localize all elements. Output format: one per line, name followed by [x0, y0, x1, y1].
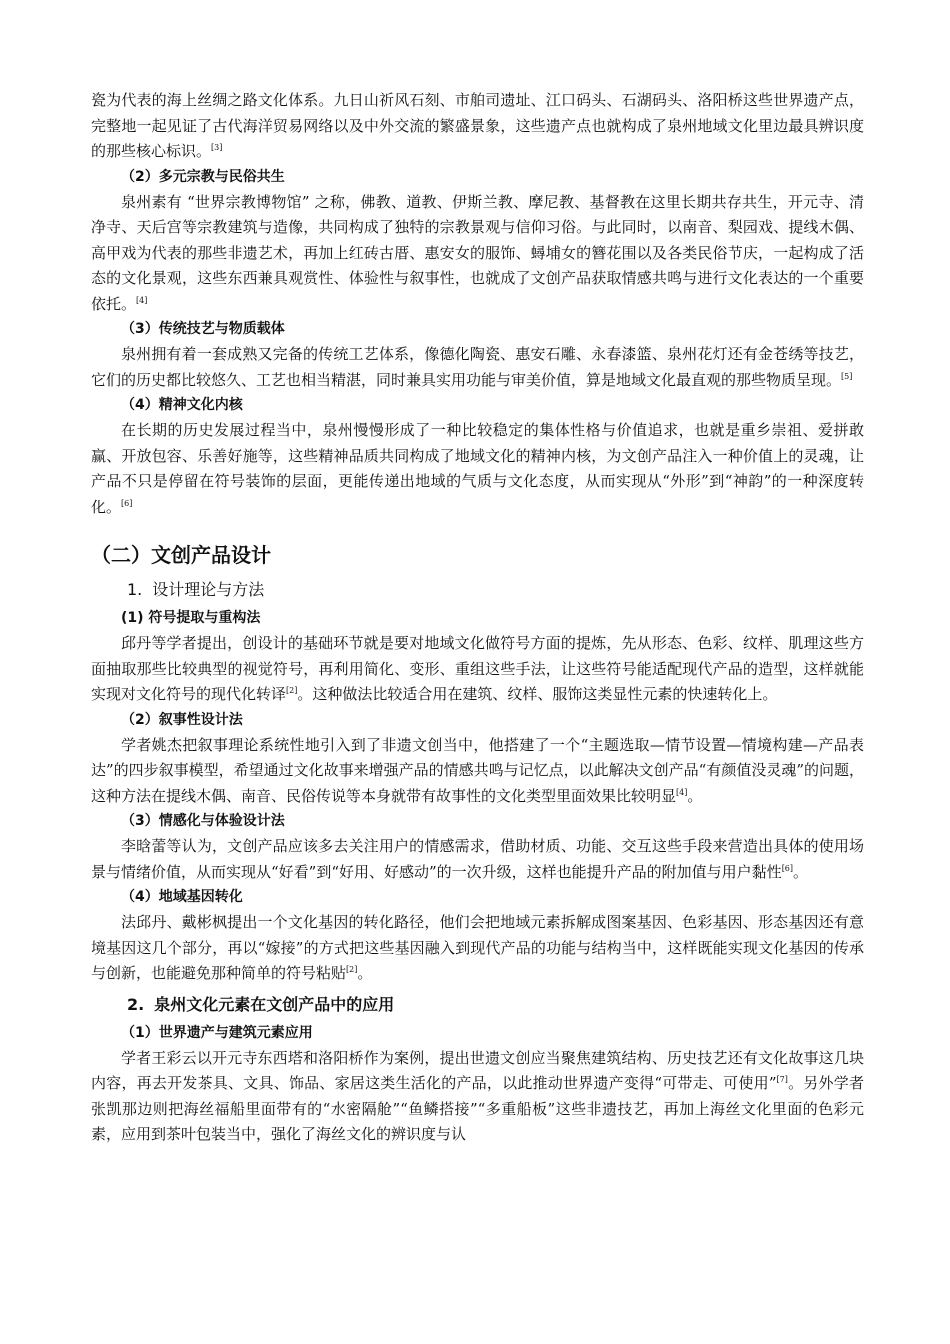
section-title-product-design: （二）文创产品设计	[91, 543, 271, 567]
heading-religion-folk: （2）多元宗教与民俗共生	[121, 168, 285, 185]
heading-regional-gene: （4）地域基因转化	[121, 889, 243, 905]
citation-ref: [2]	[286, 686, 298, 695]
heading-symbol-method: (1) 符号提取与重构法	[121, 610, 261, 626]
subsection-number: 1.	[127, 580, 143, 599]
regional-gene-text-tail: 。	[357, 964, 373, 982]
citation-ref: [3]	[211, 143, 223, 152]
paragraph-narrative-method	[91, 733, 864, 810]
citation-ref: [5]	[841, 371, 853, 381]
heritage-architecture-text-tail: 。另外学者张凯那边则把海丝福船里面带有的“水密隔舱”“鱼鳞搭接”“多重船板”这些非遗技艺，再加上海丝文化里面的色彩元素，应用到茶叶包装当中，强化了海丝文化的辨识度与认	[91, 1074, 864, 1143]
traditional-crafts-text: 泉州拥有着一套成熟又完备的传统工艺体系，像德化陶瓷、惠安石雕、永春漆篮、泉州花灯还有金苍绣等技艺，它们的历史都比较悠久、工艺也相当精湛，同时兼具实用功能与审美价值，算是地域文化最直观的那些物质呈现。	[91, 345, 864, 389]
citation-ref: [6]	[121, 498, 133, 508]
narrative-method-text-tail: 。	[687, 786, 703, 805]
regional-gene-text: 法邱丹、戴彬枫提出一个文化基因的转化路径，他们会把地域元素拆解成图案基因、色彩基因、形态基因还有意境基因这几个部分，再以“嫁接”的方式把这些基因融入到现代产品的功能与结构当中，这样既能实现文化基因的传承与创新，也能避免那种简单的符号粘贴	[91, 913, 864, 982]
citation-ref: [4]	[676, 787, 688, 797]
symbol-method-text-tail: 。这种做法比较适合用在建筑、纹样、服饰这类显性元素的快速转化上。	[297, 685, 778, 703]
paragraph-symbol-method	[91, 631, 864, 708]
paragraph-spiritual-core	[91, 418, 864, 520]
heading-spiritual-core: （4）精神文化内核	[121, 397, 243, 413]
paragraph-traditional-crafts	[91, 342, 864, 393]
emotional-method-text: 李晗蕾等认为，文创产品应该多去关注用户的情感需求，借助材质、功能、交互这些手段来营造出具体的使用场景与情绪价值，从而实现从“好看”到“好用、好感动”的一次升级，这样也能提升产品的附加值与用户黏性	[91, 837, 864, 881]
spiritual-core-text: 在长期的历史发展过程当中，泉州慢慢形成了一种比较稳定的集体性格与价值追求，也就是重乡崇祖、爱拼敢赢、开放包容、乐善好施等，这些精神品质共同构成了地域文化的精神内核，为文创产品注入一种价值上的灵魂，让产品不只是停留在符号装饰的层面，更能传递出地域的气质与文化态度，从而实现从“外形”到“神韵”的一种深度转化。	[91, 421, 864, 516]
heritage-architecture-text: 学者王彩云以开元寺东西塔和洛阳桥作为案例，提出世遗文创应当聚焦建筑结构、历史技艺还有文化故事这几块内容，再去开发茶具、文具、饰品、家居这类生活化的产品，以此推动世界遗产变得“可带走、可使用”	[91, 1048, 864, 1092]
citation-ref: [6]	[781, 863, 794, 873]
heading-heritage-architecture: （1）世界遗产与建筑元素应用	[121, 1024, 313, 1041]
subsection-design-methods	[91, 576, 864, 604]
heading-narrative-method: （2）叙事性设计法	[121, 711, 243, 728]
subsection-title: 设计理论与方法	[152, 580, 265, 599]
citation-ref: [7]	[776, 1075, 788, 1084]
citation-ref: [4]	[136, 295, 148, 305]
intro-text: 瓷为代表的海上丝绸之路文化体系。九日山祈风石刻、市舶司遗址、江口码头、石湖码头、洛阳桥这些世界遗产点，完整地一起见证了古代海洋贸易网络以及中外交流的繁盛景象，这些遗产点也就构成了泉州地域文化里边最具辨识度的那些核心标识。	[91, 91, 864, 160]
document-page	[91, 88, 864, 1148]
intro-paragraph	[91, 88, 864, 165]
subsection-title: 泉州文化元素在文创产品中的应用	[154, 994, 395, 1014]
narrative-method-text: 学者姚杰把叙事理论系统性地引入到了非遗文创当中，他搭建了一个“主题选取—情节设置—情境构建—产品表达”的四步叙事模型，希望通过文化故事来增强产品的情感共鸣与记忆点，以此解决文创产品“有颜值没灵魂”的问题，这种方法在提线木偶、南音、民俗传说等本身就带有故事性的文化类型里面效果比较明显	[91, 735, 865, 805]
emotional-method-text-tail: 。	[793, 862, 809, 881]
subsection-number: 2.	[127, 994, 145, 1014]
religion-folk-text: 泉州素有 “世界宗教博物馆” 之称，佛教、道教、伊斯兰教、摩尼教、基督教在这里长期共存共生，开元寺、清净寺、天后宫等宗教建筑与造像，共同构成了独特的宗教景观与信仰习俗。与此同时，以南音、梨园戏、提线木偶、高甲戏为代表的那些非遗艺术，再加上红砖古厝、惠安女的服饰、蟳埔女的簪花围以及各类民俗节庆，一起构成了活态的文化景观，这些东西兼具观赏性、体验性与叙事性，也就成了文创产品获取情感共鸣与进行文化表达的一个重要依托。	[91, 192, 864, 313]
paragraph-heritage-architecture	[91, 1046, 864, 1148]
symbol-method-text: 邱丹等学者提出，创设计的基础环节就是要对地域文化做符号方面的提炼，先从形态、色彩、纹样、肌理这些方面抽取那些比较典型的视觉符号，再利用简化、变形、重组这些手法，让这些符号能适配现代产品的造型，这样就能实现对文化符号的现代化转译	[91, 634, 864, 703]
paragraph-regional-gene	[91, 910, 864, 987]
subsection-element-application	[91, 991, 864, 1019]
citation-ref: [2]	[346, 965, 358, 974]
paragraph-emotional-method	[91, 834, 864, 885]
heading-emotional-method: （3）情感化与体验设计法	[121, 813, 285, 829]
paragraph-religion-folk	[91, 190, 864, 318]
heading-traditional-crafts: （3）传统技艺与物质载体	[121, 321, 285, 337]
